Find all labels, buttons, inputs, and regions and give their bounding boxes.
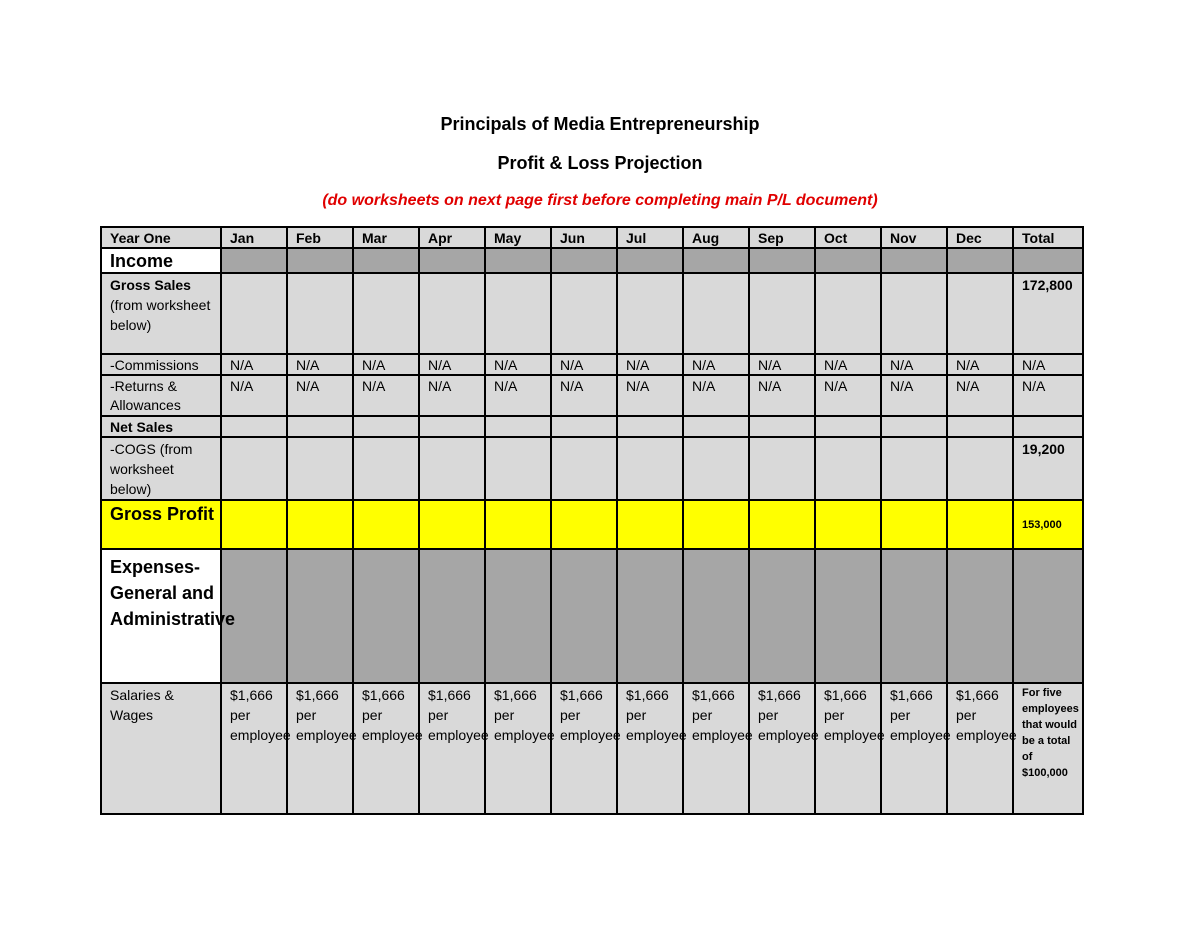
income-cell	[551, 248, 617, 273]
table-cell	[617, 437, 683, 500]
table-cell: $1,666 per employee	[287, 683, 353, 814]
income-cell	[683, 248, 749, 273]
table-cell	[749, 549, 815, 683]
gross-sales-label-note: (from worksheet below)	[110, 297, 211, 333]
salaries-row	[101, 683, 1083, 814]
table-cell	[1013, 549, 1083, 683]
table-cell	[419, 273, 485, 354]
income-cell	[749, 248, 815, 273]
month-header: Feb	[287, 227, 353, 248]
table-cell: $1,666 per employee	[881, 683, 947, 814]
gross-sales-total: 172,800	[1013, 273, 1083, 354]
table-cell	[947, 500, 1013, 549]
table-cell	[749, 437, 815, 500]
table-cell	[617, 416, 683, 437]
table-cell: N/A	[947, 354, 1013, 375]
table-cell	[749, 500, 815, 549]
table-cell	[815, 416, 881, 437]
table-cell	[947, 416, 1013, 437]
table-cell: N/A	[749, 375, 815, 416]
table-cell: N/A	[683, 354, 749, 375]
table-cell	[815, 273, 881, 354]
table-cell: N/A	[551, 354, 617, 375]
table-cell: N/A	[485, 354, 551, 375]
table-cell	[353, 437, 419, 500]
income-cell	[485, 248, 551, 273]
income-cell	[287, 248, 353, 273]
table-cell	[881, 437, 947, 500]
gross-profit-total: 153,000	[1013, 500, 1083, 549]
total-header: Total	[1013, 227, 1083, 248]
table-cell: N/A	[617, 375, 683, 416]
table-cell	[287, 437, 353, 500]
table-cell: N/A	[617, 354, 683, 375]
month-header: Oct	[815, 227, 881, 248]
table-cell: N/A	[353, 354, 419, 375]
table-cell	[881, 549, 947, 683]
table-cell: N/A	[221, 375, 287, 416]
table-cell: N/A	[419, 375, 485, 416]
commissions-label: -Commissions	[101, 354, 221, 375]
month-header: Jan	[221, 227, 287, 248]
income-cell	[815, 248, 881, 273]
gross-profit-label: Gross Profit	[101, 500, 221, 549]
document-subtitle: Profit & Loss Projection	[497, 153, 703, 173]
returns-row	[101, 375, 1083, 416]
gross-sales-row	[101, 273, 1083, 354]
table-cell	[1013, 416, 1083, 437]
net-sales-row	[101, 416, 1083, 437]
table-cell	[485, 437, 551, 500]
table-cell: N/A	[287, 354, 353, 375]
month-header: Aug	[683, 227, 749, 248]
table-cell	[353, 549, 419, 683]
table-cell	[287, 549, 353, 683]
instruction-note: (do worksheets on next page first before completing main P/L document)	[322, 192, 878, 209]
table-cell: $1,666 per employee	[221, 683, 287, 814]
document-title: Principals of Media Entrepreneurship	[440, 114, 760, 134]
gross-sales-label-bold: Gross Sales	[110, 277, 191, 293]
header-row	[101, 227, 1083, 248]
table-cell: $1,666 per employee	[353, 683, 419, 814]
table-cell	[221, 500, 287, 549]
table-cell	[551, 416, 617, 437]
table-cell: N/A	[947, 375, 1013, 416]
table-cell	[485, 549, 551, 683]
table-cell: N/A	[815, 375, 881, 416]
table-cell	[881, 273, 947, 354]
table-cell	[551, 437, 617, 500]
income-section-row	[101, 248, 1083, 273]
table-cell	[815, 549, 881, 683]
table-cell	[485, 273, 551, 354]
table-cell	[815, 437, 881, 500]
table-cell	[683, 416, 749, 437]
table-cell: $1,666 per employee	[683, 683, 749, 814]
month-header: Jul	[617, 227, 683, 248]
month-header: Apr	[419, 227, 485, 248]
income-cell	[419, 248, 485, 273]
table-cell: N/A	[683, 375, 749, 416]
table-cell	[551, 273, 617, 354]
table-cell: N/A	[353, 375, 419, 416]
table-cell: N/A	[551, 375, 617, 416]
table-cell: $1,666 per employee	[617, 683, 683, 814]
income-cell	[881, 248, 947, 273]
table-cell	[881, 416, 947, 437]
table-cell	[419, 437, 485, 500]
income-cell	[1013, 248, 1083, 273]
table-cell	[683, 273, 749, 354]
table-cell: $1,666 per employee	[815, 683, 881, 814]
table-cell	[617, 273, 683, 354]
table-cell	[353, 500, 419, 549]
table-cell	[551, 500, 617, 549]
returns-label: -Returns & Allowances	[101, 375, 221, 416]
month-header: Dec	[947, 227, 1013, 248]
expenses-label: Expenses-General and Administrative	[101, 549, 221, 683]
commissions-total: N/A	[1013, 354, 1083, 375]
table-cell	[419, 416, 485, 437]
table-cell	[617, 500, 683, 549]
table-cell	[353, 416, 419, 437]
table-cell	[221, 437, 287, 500]
table-cell	[683, 437, 749, 500]
income-cell	[353, 248, 419, 273]
table-cell	[947, 549, 1013, 683]
table-cell	[419, 549, 485, 683]
income-cell	[947, 248, 1013, 273]
table-cell: $1,666 per employee	[485, 683, 551, 814]
table-cell	[947, 437, 1013, 500]
cogs-row	[101, 437, 1083, 500]
income-cell	[617, 248, 683, 273]
table-cell: $1,666 per employee	[749, 683, 815, 814]
table-cell	[683, 549, 749, 683]
gross-sales-label	[101, 273, 221, 354]
table-cell	[551, 549, 617, 683]
returns-total: N/A	[1013, 375, 1083, 416]
salaries-total: For five employees that would be a total of $100,000	[1013, 683, 1083, 814]
table-cell	[353, 273, 419, 354]
table-cell	[485, 500, 551, 549]
table-cell	[815, 500, 881, 549]
table-cell: N/A	[287, 375, 353, 416]
table-cell	[287, 273, 353, 354]
table-cell: N/A	[419, 354, 485, 375]
salaries-label: Salaries & Wages	[101, 683, 221, 814]
month-header: May	[485, 227, 551, 248]
table-cell: N/A	[749, 354, 815, 375]
month-header: Nov	[881, 227, 947, 248]
table-cell: $1,666 per employee	[551, 683, 617, 814]
month-header: Jun	[551, 227, 617, 248]
table-cell	[947, 273, 1013, 354]
table-cell	[287, 416, 353, 437]
table-cell: N/A	[221, 354, 287, 375]
table-cell: N/A	[881, 375, 947, 416]
year-header: Year One	[101, 227, 221, 248]
income-cell	[221, 248, 287, 273]
cogs-label: -COGS (from worksheet below)	[101, 437, 221, 500]
table-cell	[617, 549, 683, 683]
table-cell	[749, 273, 815, 354]
table-cell	[881, 500, 947, 549]
gross-profit-row	[101, 500, 1083, 549]
table-cell	[749, 416, 815, 437]
month-header: Sep	[749, 227, 815, 248]
income-label: Income	[101, 248, 221, 273]
table-cell	[221, 416, 287, 437]
table-cell	[221, 273, 287, 354]
table-cell	[287, 500, 353, 549]
table-cell	[419, 500, 485, 549]
table-cell	[683, 500, 749, 549]
table-cell: $1,666 per employee	[947, 683, 1013, 814]
commissions-row	[101, 354, 1083, 375]
table-cell: $1,666 per employee	[419, 683, 485, 814]
table-cell: N/A	[815, 354, 881, 375]
month-header: Mar	[353, 227, 419, 248]
table-cell	[485, 416, 551, 437]
table-cell: N/A	[485, 375, 551, 416]
cogs-total: 19,200	[1013, 437, 1083, 500]
net-sales-label: Net Sales	[101, 416, 221, 437]
table-cell: N/A	[881, 354, 947, 375]
expenses-section-row	[101, 549, 1083, 683]
profit-loss-table	[100, 226, 1084, 815]
